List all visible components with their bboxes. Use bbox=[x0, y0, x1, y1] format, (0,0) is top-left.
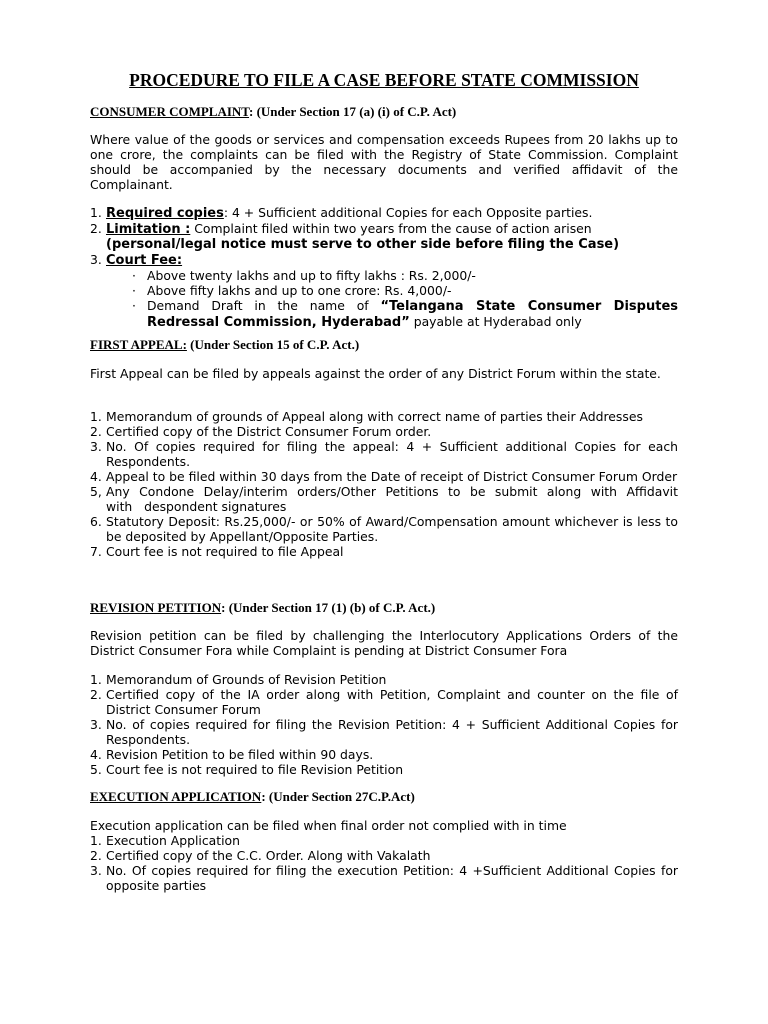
item-number: 1. bbox=[90, 409, 102, 424]
list-item bbox=[90, 672, 678, 687]
execution-application-heading bbox=[90, 789, 680, 805]
list-item bbox=[90, 439, 678, 469]
item-number: 6. bbox=[90, 514, 102, 529]
section-heading-suffix: : (Under Section 17 (1) (b) of C.P. Act.) bbox=[221, 600, 436, 615]
list-item bbox=[90, 514, 678, 544]
list-item bbox=[90, 848, 678, 863]
list-item bbox=[90, 205, 678, 221]
bullet-item bbox=[132, 283, 678, 298]
item-text: Court fee is not required to file Revision Petition bbox=[106, 762, 404, 777]
item-text: Memorandum of Grounds of Revision Petition bbox=[106, 672, 387, 687]
bullet-icon: · bbox=[132, 283, 136, 298]
list-item bbox=[90, 863, 678, 893]
page-title: PROCEDURE TO FILE A CASE BEFORE STATE COMMISSION bbox=[129, 70, 639, 90]
item-text: Revision Petition to be filed within 90 days. bbox=[106, 747, 374, 762]
item-text: Execution Application bbox=[106, 833, 240, 848]
section-heading-suffix: : (Under Section 17 (a) (i) of C.P. Act) bbox=[249, 104, 457, 119]
item-number: 2. bbox=[90, 424, 102, 439]
list-item bbox=[90, 424, 678, 439]
item-number: 2. bbox=[90, 687, 102, 702]
item-number: 1. bbox=[90, 833, 102, 848]
bullet-text: Above fifty lakhs and up to one crore: Rs. 4,000/- bbox=[147, 283, 452, 298]
section-heading-label: REVISION PETITION bbox=[90, 600, 222, 615]
item-label: Court Fee: bbox=[106, 253, 183, 268]
list-item bbox=[90, 762, 678, 777]
first-appeal-list bbox=[90, 409, 678, 559]
item-text: Certified copy of the C.C. Order. Along with Vakalath bbox=[106, 848, 431, 863]
item-text: Certified copy of the District Consumer Forum order. bbox=[106, 424, 432, 439]
bullet-icon: · bbox=[132, 268, 136, 283]
list-item bbox=[90, 221, 678, 252]
item-number: 5. bbox=[90, 762, 102, 777]
item-text: Appeal to be filed within 30 days from the Date of receipt of District Consumer Forum Order bbox=[106, 469, 678, 484]
item-number: 2. bbox=[90, 221, 102, 236]
bullet-icon: · bbox=[132, 298, 136, 313]
item-text: No. Of copies required for filing the execution Petition: 4 +Sufficient Additional Copies for opposite parties bbox=[106, 863, 678, 893]
item-text: No. Of copies required for filing the appeal: 4 + Sufficient additional Copies for each Respondents. bbox=[106, 439, 678, 469]
demand-draft-suffix: payable at Hyderabad only bbox=[409, 314, 582, 329]
list-item bbox=[90, 484, 678, 514]
item-label: Required copies bbox=[106, 206, 224, 221]
section-heading-suffix: (Under Section 15 of C.P. Act.) bbox=[186, 337, 360, 352]
list-item bbox=[90, 717, 678, 747]
section-heading-label: FIRST APPEAL: bbox=[90, 337, 187, 352]
item-number: 5, bbox=[90, 484, 102, 499]
list-item bbox=[90, 687, 678, 717]
consumer-complaint-heading bbox=[90, 104, 680, 120]
execution-application-intro: Execution application can be filed when final order not complied with in time bbox=[90, 818, 567, 833]
item-text: Court fee is not required to file Appeal bbox=[106, 544, 344, 559]
item-note: (personal/legal notice must serve to other side before filing the Case) bbox=[106, 237, 620, 252]
item-number: 4. bbox=[90, 747, 102, 762]
list-item bbox=[90, 409, 678, 424]
consumer-complaint-intro: Where value of the goods or services and compensation exceeds Rupees from 20 lakhs up to one crore, the complaints can be filed with the Registry of State Commission. Complaint should be accompanied by the necessary documents and verified affidavit of the Complainant. bbox=[90, 132, 678, 192]
item-number: 3. bbox=[90, 863, 102, 878]
item-text: No. of copies required for filing the Revision Petition: 4 + Sufficient Additional Copies for Respondents. bbox=[106, 717, 678, 747]
revision-petition-heading bbox=[90, 600, 680, 616]
execution-application-list bbox=[90, 833, 678, 893]
list-item bbox=[90, 544, 678, 559]
item-number: 4. bbox=[90, 469, 102, 484]
item-number: 7. bbox=[90, 544, 102, 559]
first-appeal-intro: First Appeal can be filed by appeals against the order of any District Forum within the state. bbox=[90, 366, 661, 381]
item-text: Statutory Deposit: Rs.25,000/- or 50% of Award/Compensation amount whichever is less to be deposited by Appellant/Opposite Parties. bbox=[106, 514, 678, 544]
item-number: 3. bbox=[90, 439, 102, 454]
item-number: 1. bbox=[90, 205, 102, 220]
section-heading-suffix: : (Under Section 27C.P.Act) bbox=[261, 789, 415, 804]
bullet-item bbox=[132, 298, 678, 330]
item-number: 3. bbox=[90, 252, 102, 267]
revision-petition-list bbox=[90, 672, 678, 777]
item-text: Any Condone Delay/interim orders/Other Petitions to be submit along with Affidavit with despondent signatures bbox=[106, 484, 678, 514]
revision-petition-intro: Revision petition can be filed by challenging the Interlocutory Applications Orders of the District Consumer Fora while Complaint is pending at District Consumer Fora bbox=[90, 628, 678, 658]
demand-draft-name: “Telangana State Consumer Disputes Redressal Commission, Hyderabad” bbox=[147, 299, 678, 330]
list-item bbox=[90, 252, 678, 268]
item-text: Complaint filed within two years from the cause of action arisen bbox=[190, 221, 592, 236]
item-text: Memorandum of grounds of Appeal along with correct name of parties their Addresses bbox=[106, 409, 643, 424]
court-fee-bullets bbox=[90, 268, 678, 330]
bullet-text: Above twenty lakhs and up to fifty lakhs : Rs. 2,000/- bbox=[147, 268, 476, 283]
consumer-complaint-list bbox=[90, 205, 678, 330]
item-text: : 4 + Sufficient additional Copies for each Opposite parties. bbox=[223, 205, 593, 220]
list-item bbox=[90, 833, 678, 848]
item-number: 3. bbox=[90, 717, 102, 732]
item-label: Limitation : bbox=[106, 222, 191, 237]
item-number: 1. bbox=[90, 672, 102, 687]
bullet-item bbox=[132, 268, 678, 283]
item-text: Certified copy of the IA order along with Petition, Complaint and counter on the file of District Consumer Forum bbox=[106, 687, 678, 717]
list-item bbox=[90, 469, 678, 484]
section-heading-label: CONSUMER COMPLAINT bbox=[90, 104, 250, 119]
first-appeal-heading bbox=[90, 337, 680, 353]
list-item bbox=[90, 747, 678, 762]
item-number: 2. bbox=[90, 848, 102, 863]
section-heading-label: EXECUTION APPLICATION bbox=[90, 789, 262, 804]
demand-draft-prefix: Demand Draft in the name of bbox=[147, 298, 381, 313]
